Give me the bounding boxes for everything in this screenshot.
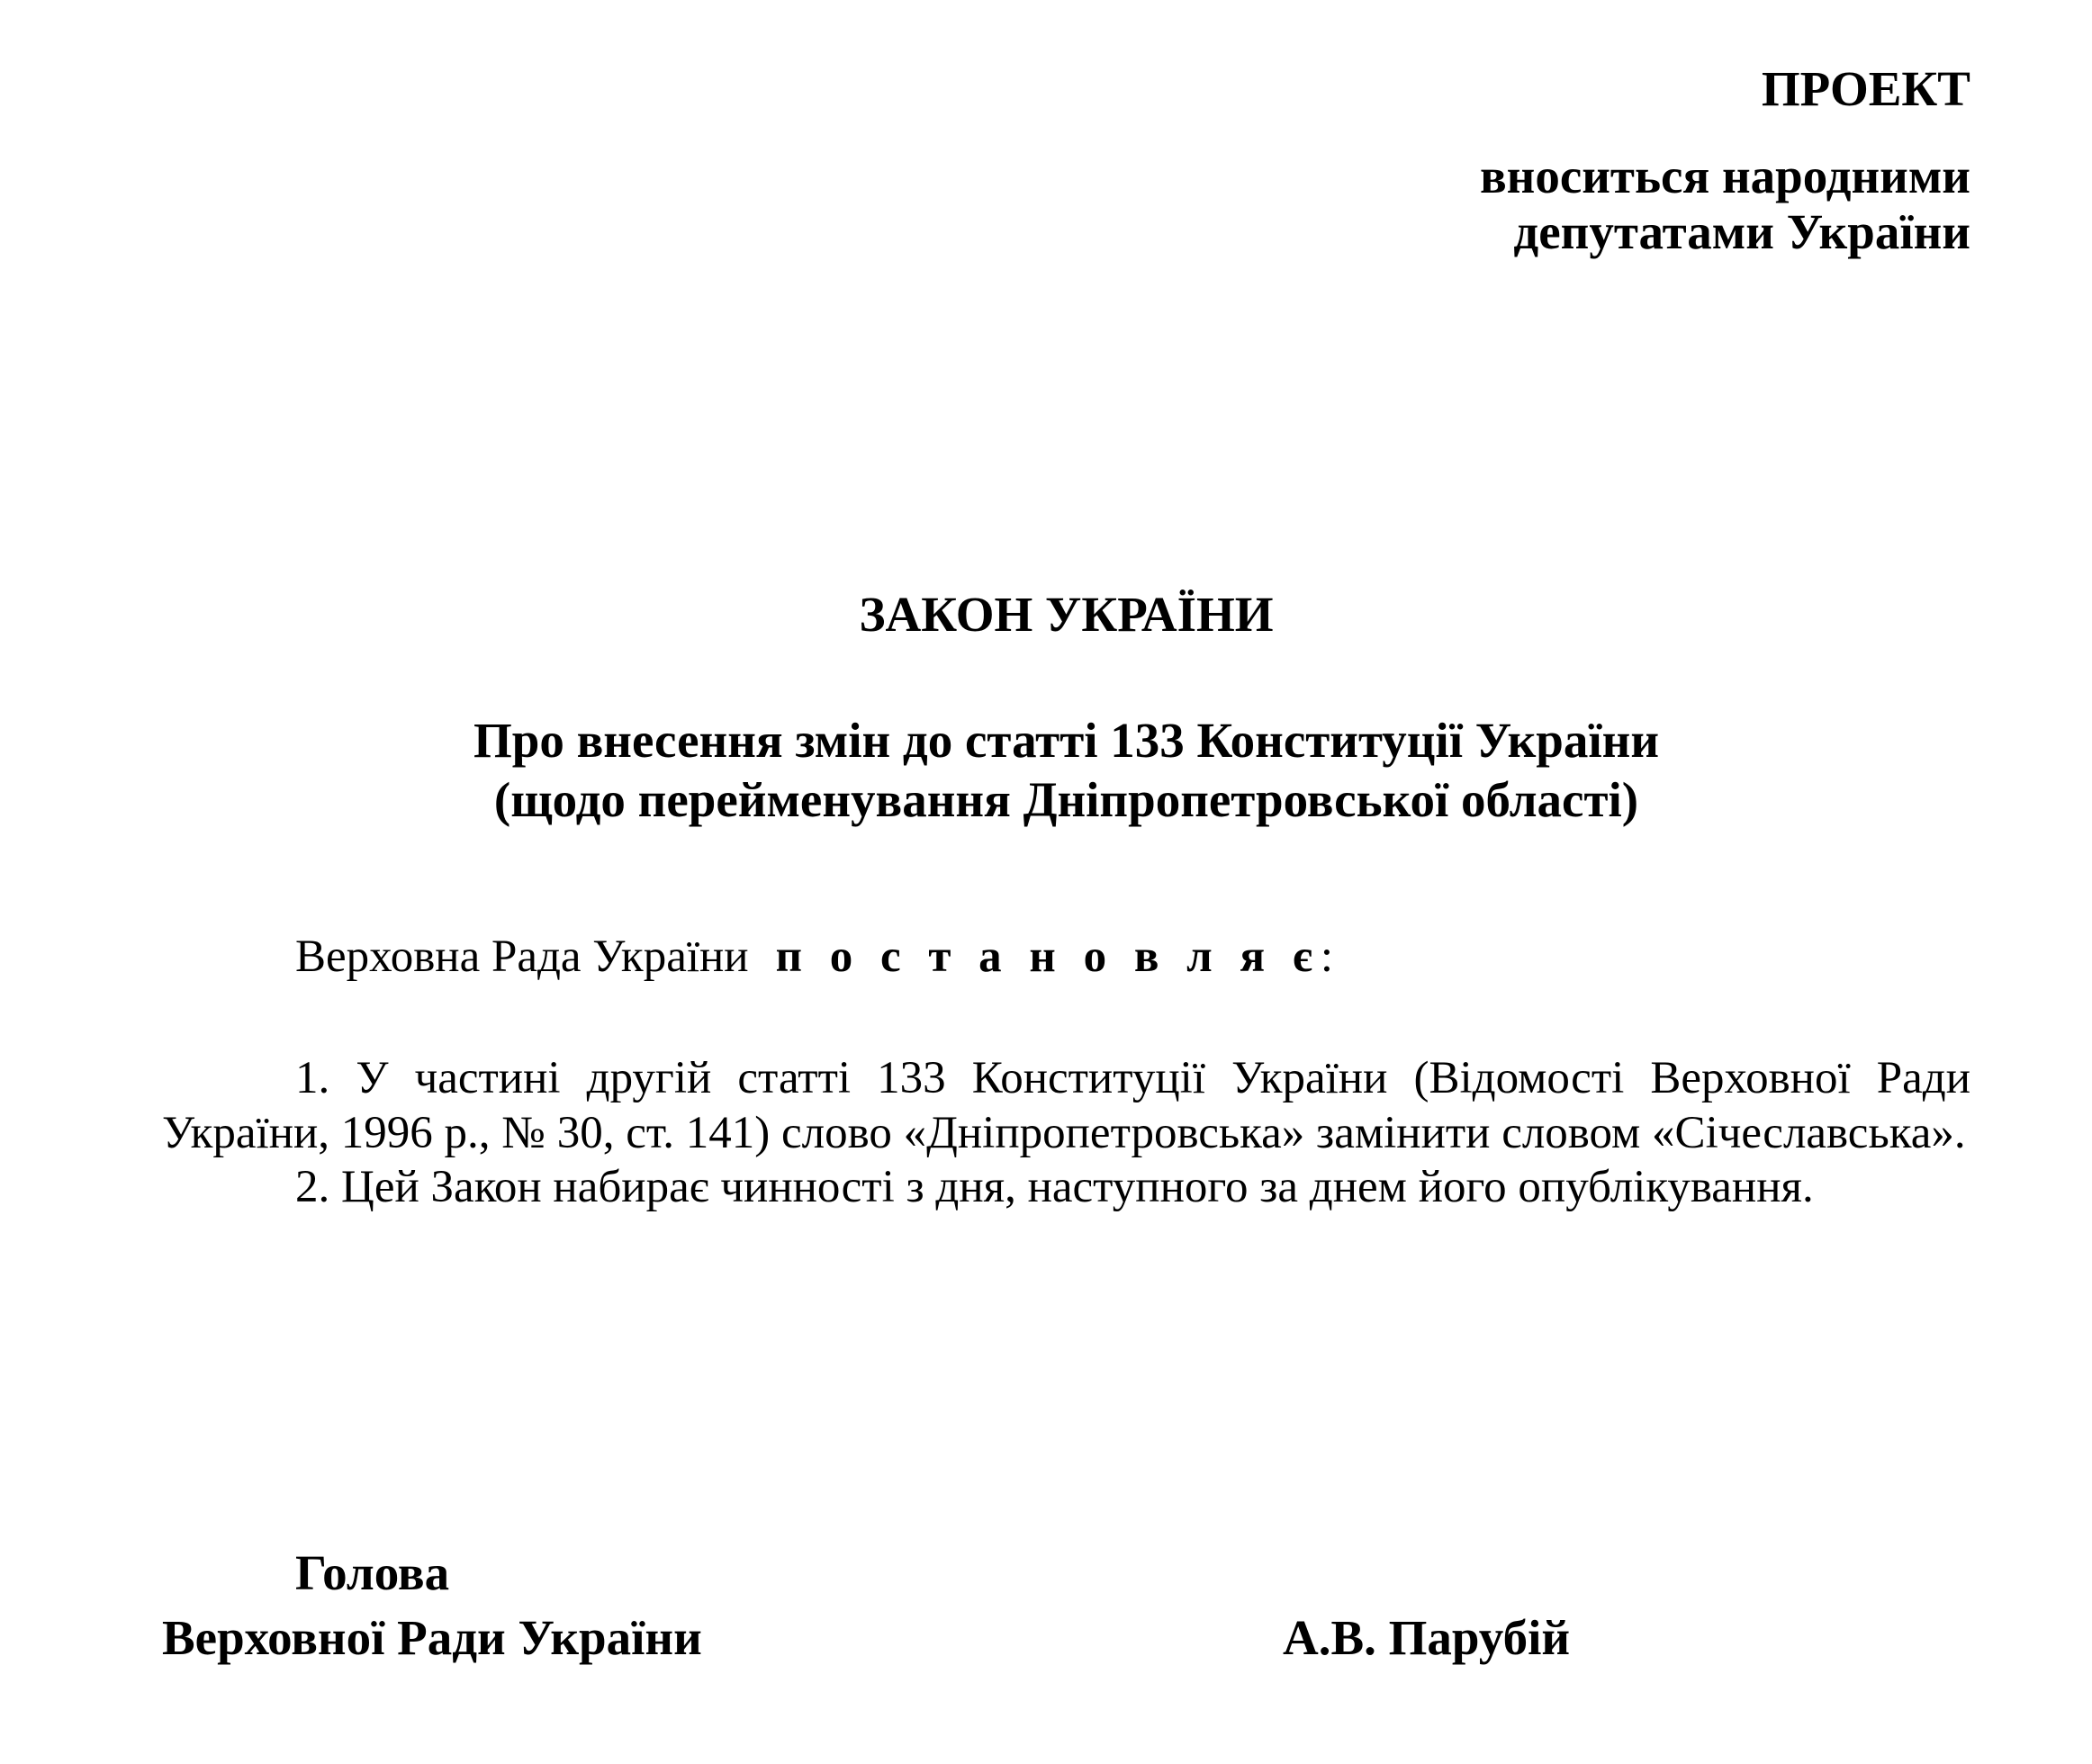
- article-2: 2. Цей Закон набирає чинності з дня, наступного за днем його опублікування.: [295, 1162, 1814, 1213]
- law-subject-line1: Про внесення змін до статті 133 Конституції України: [473, 713, 1660, 768]
- signer-name: А.В. Парубій: [1283, 1610, 1571, 1665]
- draft-label: ПРОЕКТ: [1761, 61, 1970, 116]
- enacting-body: Верховна Рада України: [295, 932, 749, 982]
- signer-title-line2: Верховної Ради України: [162, 1610, 702, 1665]
- article-1: 1. У частині другій статті 133 Конституції України (Відомості Верховної Ради України, 1996 р., № 30, ст. 141) слово «Дніпропетровська» замінити словом «Січеславська».: [162, 1053, 1970, 1158]
- submitted-by-line1: вноситься народними: [1479, 148, 1970, 203]
- enacting-clause: [162, 930, 1970, 985]
- enacting-verb: п о с т а н о в л я є: [775, 932, 1321, 982]
- law-subject: [162, 711, 1970, 830]
- submitted-by-note: [1480, 148, 1970, 259]
- law-subject-line2: (щодо перейменування Дніпропетровської області): [493, 772, 1639, 827]
- law-heading: ЗАКОН УКРАЇНИ: [859, 587, 1274, 642]
- enacting-punct: :: [1320, 932, 1334, 982]
- signer-title-line1: Голова: [295, 1545, 450, 1600]
- submitted-by-line2: депутатами України: [1513, 203, 1970, 259]
- articles-list: [162, 1051, 1970, 1215]
